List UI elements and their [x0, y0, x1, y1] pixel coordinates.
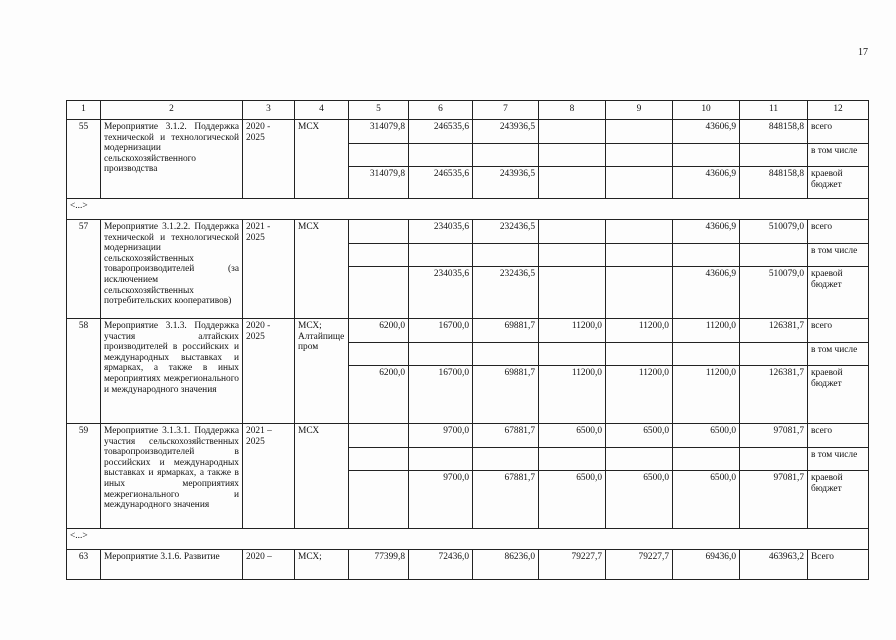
value-cell: [606, 244, 673, 267]
value-cell: [539, 448, 606, 471]
value-cell: [409, 244, 473, 267]
value-cell: 11200,0: [539, 319, 606, 343]
funding-source: краевой бюджет: [808, 267, 869, 319]
value-cell: 43606,9: [673, 220, 740, 244]
value-cell: 126381,7: [740, 366, 808, 424]
value-cell: [606, 220, 673, 244]
ellipsis-row: [67, 199, 869, 220]
column-header: 12: [808, 101, 869, 120]
ellipsis-row: [67, 529, 869, 550]
column-header: 2: [101, 101, 243, 120]
value-cell: [539, 167, 606, 199]
measure-executor: МСХ: [295, 120, 349, 199]
column-header: 11: [740, 101, 808, 120]
value-cell: 232436,5: [473, 267, 539, 319]
measure-executor: МСХ;: [295, 550, 349, 580]
value-cell: 69436,0: [673, 550, 740, 580]
funding-source: в том числе: [808, 343, 869, 366]
value-cell: 234035,6: [409, 267, 473, 319]
value-cell: [539, 120, 606, 144]
value-cell: [349, 220, 409, 244]
measure-period: 2021 – 2025: [243, 424, 295, 529]
table-row: [67, 120, 869, 144]
funding-source: краевой бюджет: [808, 366, 869, 424]
value-cell: [740, 144, 808, 167]
column-header: 3: [243, 101, 295, 120]
row-number: 58: [67, 319, 101, 424]
column-header: 8: [539, 101, 606, 120]
column-header: 1: [67, 101, 101, 120]
value-cell: 243936,5: [473, 120, 539, 144]
value-cell: 6200,0: [349, 366, 409, 424]
column-header: 9: [606, 101, 673, 120]
column-header: 6: [409, 101, 473, 120]
value-cell: 243936,5: [473, 167, 539, 199]
value-cell: [740, 244, 808, 267]
value-cell: [473, 144, 539, 167]
value-cell: 97081,7: [740, 424, 808, 448]
value-cell: 314079,8: [349, 167, 409, 199]
value-cell: [409, 144, 473, 167]
value-cell: 126381,7: [740, 319, 808, 343]
row-number: 57: [67, 220, 101, 319]
value-cell: [606, 144, 673, 167]
funding-source: всего: [808, 319, 869, 343]
measure-executor: МСХ: [295, 220, 349, 319]
measure-period: 2021 - 2025: [243, 220, 295, 319]
value-cell: [539, 267, 606, 319]
value-cell: [539, 343, 606, 366]
value-cell: [606, 343, 673, 366]
value-cell: 43606,9: [673, 120, 740, 144]
table-row: [67, 550, 869, 580]
value-cell: [473, 244, 539, 267]
row-number: 55: [67, 120, 101, 199]
value-cell: [740, 343, 808, 366]
measure-name: Мероприятие 3.1.2. Поддержка технической и технологической модернизации сельскохозяйственного производства: [101, 120, 243, 199]
value-cell: 6500,0: [606, 471, 673, 529]
value-cell: [539, 220, 606, 244]
value-cell: 510079,0: [740, 220, 808, 244]
value-cell: 848158,8: [740, 120, 808, 144]
ellipsis-text: <...>: [67, 199, 869, 220]
measure-executor: МСХ; Алтайпищепром: [295, 319, 349, 424]
column-header: 4: [295, 101, 349, 120]
value-cell: 463963,2: [740, 550, 808, 580]
value-cell: 79227,7: [539, 550, 606, 580]
value-cell: 11200,0: [673, 319, 740, 343]
value-cell: 16700,0: [409, 366, 473, 424]
value-cell: [606, 167, 673, 199]
measure-period: 2020 –: [243, 550, 295, 580]
value-cell: 6500,0: [673, 471, 740, 529]
budget-table: [66, 100, 869, 580]
value-cell: 246535,6: [409, 167, 473, 199]
value-cell: 6500,0: [673, 424, 740, 448]
value-cell: [539, 244, 606, 267]
table-row: [67, 424, 869, 448]
measure-period: 2020 - 2025: [243, 120, 295, 199]
column-header: 7: [473, 101, 539, 120]
value-cell: 97081,7: [740, 471, 808, 529]
value-cell: 67881,7: [473, 471, 539, 529]
row-number: 59: [67, 424, 101, 529]
value-cell: 6500,0: [539, 424, 606, 448]
value-cell: 72436,0: [409, 550, 473, 580]
value-cell: [473, 343, 539, 366]
measure-period: 2020 - 2025: [243, 319, 295, 424]
value-cell: 510079,0: [740, 267, 808, 319]
funding-source: всего: [808, 120, 869, 144]
value-cell: 16700,0: [409, 319, 473, 343]
value-cell: 43606,9: [673, 167, 740, 199]
value-cell: 6200,0: [349, 319, 409, 343]
measure-executor: МСХ: [295, 424, 349, 529]
value-cell: 11200,0: [539, 366, 606, 424]
value-cell: [349, 343, 409, 366]
value-cell: [673, 448, 740, 471]
value-cell: 9700,0: [409, 471, 473, 529]
value-cell: [673, 144, 740, 167]
measure-name: Мероприятие 3.1.3.1. Поддержка участия сельскохозяйственных товаропроизводителей в российских и международных выставках и ярмарках, а также в иных мероприятиях межрегионального и международного значения: [101, 424, 243, 529]
column-header: 5: [349, 101, 409, 120]
value-cell: 6500,0: [539, 471, 606, 529]
header-row: [67, 101, 869, 120]
page-number: 17: [858, 47, 868, 58]
value-cell: 69881,7: [473, 319, 539, 343]
value-cell: 77399,8: [349, 550, 409, 580]
value-cell: 246535,6: [409, 120, 473, 144]
row-number: 63: [67, 550, 101, 580]
value-cell: [349, 244, 409, 267]
value-cell: 69881,7: [473, 366, 539, 424]
value-cell: 11200,0: [606, 366, 673, 424]
value-cell: [606, 120, 673, 144]
value-cell: 314079,8: [349, 120, 409, 144]
value-cell: 9700,0: [409, 424, 473, 448]
funding-source: в том числе: [808, 144, 869, 167]
value-cell: [409, 448, 473, 471]
funding-source: Всего: [808, 550, 869, 580]
value-cell: [606, 448, 673, 471]
value-cell: 6500,0: [606, 424, 673, 448]
value-cell: [349, 267, 409, 319]
funding-source: краевой бюджет: [808, 471, 869, 529]
funding-source: краевой бюджет: [808, 167, 869, 199]
value-cell: [740, 448, 808, 471]
table-row: [67, 220, 869, 244]
value-cell: 232436,5: [473, 220, 539, 244]
value-cell: 43606,9: [673, 267, 740, 319]
value-cell: [349, 144, 409, 167]
value-cell: 234035,6: [409, 220, 473, 244]
value-cell: 79227,7: [606, 550, 673, 580]
value-cell: 67881,7: [473, 424, 539, 448]
table-row: [67, 319, 869, 343]
value-cell: [349, 424, 409, 448]
funding-source: в том числе: [808, 244, 869, 267]
funding-source: в том числе: [808, 448, 869, 471]
value-cell: [349, 448, 409, 471]
funding-source: всего: [808, 424, 869, 448]
value-cell: 11200,0: [673, 366, 740, 424]
measure-name: Мероприятие 3.1.2.2. Поддержка технической и технологической модернизации сельскохозяйственных товаропроизводителей (за исключением сельскохозяйственных потребительских кооперативов): [101, 220, 243, 319]
funding-source: всего: [808, 220, 869, 244]
ellipsis-text: <...>: [67, 529, 869, 550]
value-cell: 11200,0: [606, 319, 673, 343]
value-cell: [409, 343, 473, 366]
value-cell: 86236,0: [473, 550, 539, 580]
value-cell: 848158,8: [740, 167, 808, 199]
value-cell: [539, 144, 606, 167]
value-cell: [673, 244, 740, 267]
value-cell: [673, 343, 740, 366]
column-header: 10: [673, 101, 740, 120]
measure-name: Мероприятие 3.1.3. Поддержка участия алтайских производителей в российских и международных выставках и ярмарках, а также в иных мероприятиях межрегионального и международного значения: [101, 319, 243, 424]
value-cell: [606, 267, 673, 319]
value-cell: [473, 448, 539, 471]
measure-name: Мероприятие 3.1.6. Развитие: [101, 550, 243, 580]
value-cell: [349, 471, 409, 529]
